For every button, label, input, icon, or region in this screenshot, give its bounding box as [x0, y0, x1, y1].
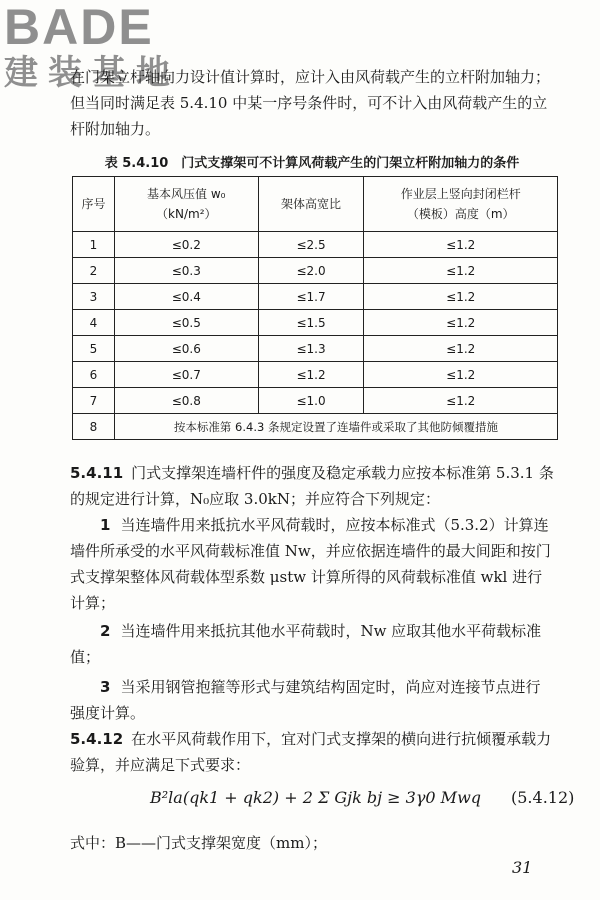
- clause-text: 门式支撑架连墙杆件的强度及稳定承载力应按本标准第 5.3.1 条的规定进行计算，N₀应取 3.0kN；并应符合下列规定：: [70, 464, 554, 508]
- cell-seq: 2: [73, 258, 115, 284]
- cell-height: ≤1.2: [364, 362, 558, 388]
- header-ratio: 架体高宽比: [258, 177, 364, 232]
- cell-seq: 1: [73, 232, 115, 258]
- table-row: [73, 284, 558, 310]
- table-row-last: [73, 414, 558, 440]
- cell-ratio: ≤1.2: [258, 362, 364, 388]
- cell-height: ≤1.2: [364, 284, 558, 310]
- item-number: 2: [100, 622, 111, 640]
- cell-seq: 5: [73, 336, 115, 362]
- cell-wind: ≤0.4: [114, 284, 258, 310]
- table-title: 表 5.4.10 门式支撑架可不计算风荷载产生的门架立杆附加轴力的条件: [104, 156, 520, 171]
- cell-seq: 4: [73, 310, 115, 336]
- item-number: 3: [100, 678, 111, 696]
- clause-5-4-11-item-1: [70, 512, 554, 616]
- table-row: [73, 388, 558, 414]
- clause-text: 在水平风荷载作用下，宜对门式支撑架的横向进行抗倾覆承载力验算，并应满足下式要求：: [70, 730, 552, 774]
- clause-5-4-11: [70, 460, 554, 512]
- header-rail-line2: （模板）高度（m）: [406, 207, 515, 221]
- cell-wind: ≤0.2: [114, 232, 258, 258]
- formula-number: (5.4.12): [511, 788, 575, 807]
- header-wind-pressure: [114, 177, 258, 232]
- cell-seq: 7: [73, 388, 115, 414]
- cell-merged-note: 按本标准第 6.4.3 条规定设置了连墙件或采取了其他防倾覆措施: [114, 414, 557, 440]
- cell-ratio: ≤1.7: [258, 284, 364, 310]
- header-seq: 序号: [73, 177, 115, 232]
- clause-number: 5.4.11: [70, 464, 124, 482]
- table-row: [73, 362, 558, 388]
- cell-wind: ≤0.6: [114, 336, 258, 362]
- cell-wind: ≤0.7: [114, 362, 258, 388]
- formula-5-4-12: [150, 788, 574, 807]
- cell-wind: ≤0.3: [114, 258, 258, 284]
- item-number: 1: [100, 516, 111, 534]
- cell-height: ≤1.2: [364, 388, 558, 414]
- clause-5-4-11-item-3: [70, 674, 554, 726]
- intro-paragraph: 在门架立杆轴向力设计值计算时，应计入由风荷载产生的立杆附加轴力；但当同时满足表 5.4.10 中某一序号条件时，可不计入由风荷载产生的立杆附加轴力。: [70, 68, 551, 138]
- cell-height: ≤1.2: [364, 310, 558, 336]
- logo-chinese: 建装基地: [4, 53, 180, 93]
- header-wind-line1: 基本风压值 w₀: [147, 187, 226, 201]
- formula-definition: 式中：B——门式支撑架宽度（mm）；: [70, 834, 327, 852]
- cell-wind: ≤0.8: [114, 388, 258, 414]
- condition-table: [72, 176, 558, 440]
- cell-ratio: ≤1.0: [258, 388, 364, 414]
- table-row: [73, 232, 558, 258]
- cell-height: ≤1.2: [364, 336, 558, 362]
- item-text: 当连墙件用来抵抗水平风荷载时，应按本标准式（5.3.2）计算连墙件所承受的水平风荷载标准值 Nw，并应依据连墙件的最大间距和按门式支撑架整体风荷载体型系数 μstw 计算所得的风荷载标准值 wkl 进行计算；: [70, 516, 551, 612]
- cell-wind: ≤0.5: [114, 310, 258, 336]
- clause-5-4-11-item-2: [70, 618, 554, 670]
- cell-ratio: ≤1.5: [258, 310, 364, 336]
- cell-ratio: ≤2.0: [258, 258, 364, 284]
- header-wind-line2: （kN/m²）: [156, 207, 217, 221]
- header-rail-height: [364, 177, 558, 232]
- clause-5-4-12: [70, 726, 554, 778]
- formula-expression: B²la(qk1 + qk2) + 2 Σ Gjk bj ≥ 3γ0 Mwq: [150, 788, 481, 807]
- cell-ratio: ≤2.5: [258, 232, 364, 258]
- table-row: [73, 310, 558, 336]
- cell-seq: 6: [73, 362, 115, 388]
- header-rail-line1: 作业层上竖向封闭栏杆: [400, 187, 521, 201]
- cell-seq: 3: [73, 284, 115, 310]
- item-text: 当采用钢管抱箍等形式与建筑结构固定时，尚应对连接节点进行强度计算。: [70, 678, 541, 722]
- table-row: [73, 336, 558, 362]
- logo-english: BADE: [4, 0, 154, 55]
- page-number: 31: [512, 858, 533, 877]
- table-row: [73, 258, 558, 284]
- cell-height: ≤1.2: [364, 232, 558, 258]
- cell-seq: 8: [73, 414, 115, 440]
- cell-ratio: ≤1.3: [258, 336, 364, 362]
- cell-height: ≤1.2: [364, 258, 558, 284]
- item-text: 当连墙件用来抵抗其他水平荷载时，Nw 应取其他水平荷载标准值；: [70, 622, 542, 666]
- table-header-row: [73, 177, 558, 232]
- clause-number: 5.4.12: [70, 730, 124, 748]
